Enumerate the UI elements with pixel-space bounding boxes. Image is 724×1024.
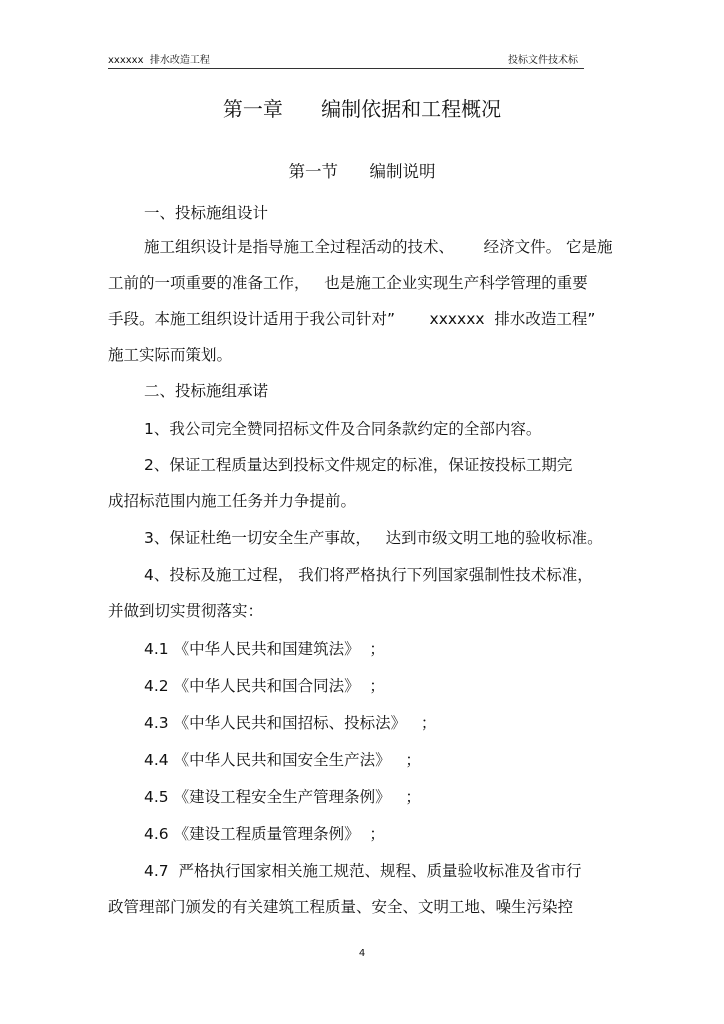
standard-item: 4.1 《中华人民共和国建筑法》 ； [144, 640, 385, 658]
standard-item: 4.3 《中华人民共和国招标、投标法》 ； [144, 714, 437, 732]
standard-item: 4.7 严格执行国家相关施工规范、规程、质量验收标准及省市行 [144, 862, 582, 880]
standard-item: 4.4 《中华人民共和国安全生产法》 ； [144, 751, 421, 769]
paragraph-line: 施工实际而策划。 [108, 346, 233, 364]
header-document-type: 投标文件技术标 [508, 55, 578, 66]
paragraph-line: 施工组织设计是指导施工全过程活动的技术、 经济文件。 它是施 [144, 238, 613, 256]
chapter-title: 第一章 编制依据和工程概况 [222, 97, 502, 121]
commitment-item: 1、我公司完全赞同招标文件及合同条款约定的全部内容。 [144, 420, 542, 438]
header-project-name: xxxxxx 排水改造工程 [108, 55, 210, 66]
commitment-item: 3、保证杜绝一切安全生产事故， 达到市级文明工地的验收标准。 [144, 529, 603, 547]
paragraph-line: 并做到切实贯彻落实： [108, 602, 264, 620]
heading-bid-design: 一、投标施组设计 [144, 204, 269, 222]
section-title: 第一节 编制说明 [288, 162, 436, 181]
commitment-item: 2、保证工程质量达到投标文件规定的标准，保证按投标工期完 [144, 456, 573, 474]
commitment-item: 4、投标及施工过程， 我们将严格执行下列国家强制性技术标准， [144, 566, 593, 584]
page-header [108, 54, 584, 69]
heading-bid-commitment: 二、投标施组承诺 [144, 382, 269, 400]
standard-item: 4.5 《建设工程安全生产管理条例》 ； [144, 788, 421, 806]
standard-item: 4.6 《建设工程质量管理条例》 ； [144, 825, 385, 843]
paragraph-line: 手段。本施工组织设计适用于我公司针对” xxxxxx 排水改造工程” [108, 310, 596, 328]
paragraph-line: 工前的一项重要的准备工作， 也是施工企业实现生产科学管理的重要 [108, 274, 588, 292]
paragraph-line: 成招标范围内施工任务并力争提前。 [108, 492, 357, 510]
standard-item: 4.2 《中华人民共和国合同法》 ； [144, 677, 385, 695]
paragraph-line: 政管理部门颁发的有关建筑工程质量、安全、文明工地、噪生污染控 [108, 898, 574, 916]
page-number: 4 [358, 948, 366, 959]
